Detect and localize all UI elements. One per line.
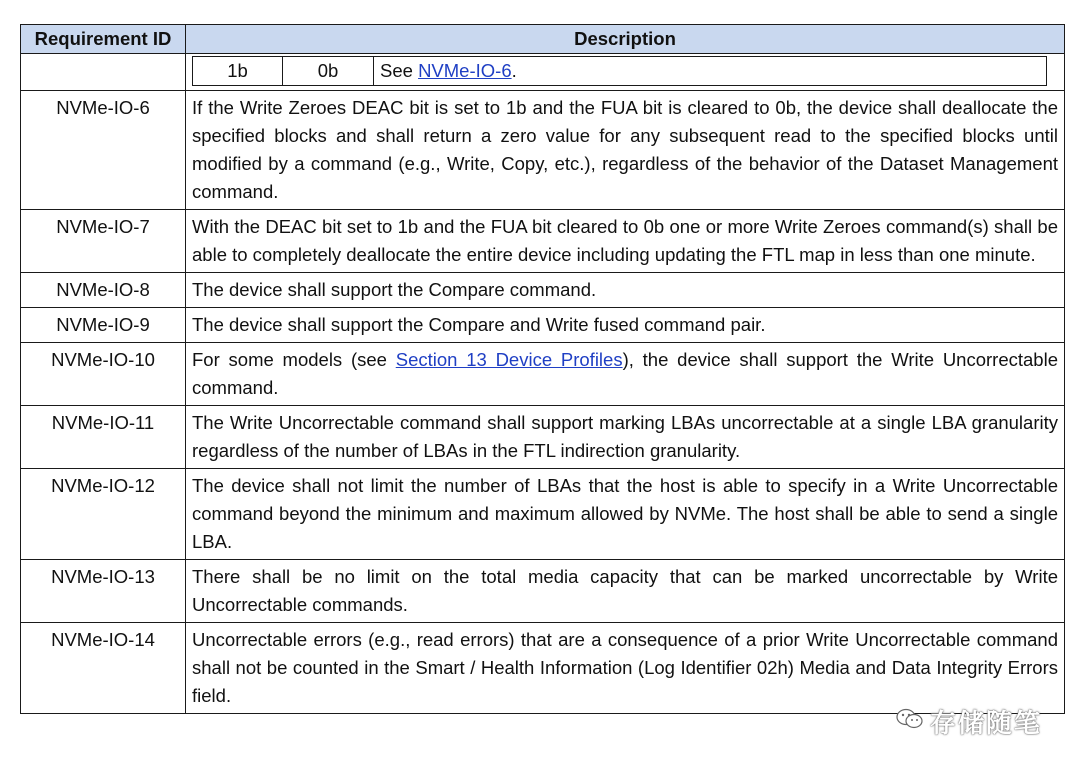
requirements-table <box>20 24 1065 714</box>
table-row <box>21 343 1065 406</box>
requirement-id: NVMe-IO-14 <box>21 623 186 714</box>
table-row <box>21 406 1065 469</box>
header-row <box>21 25 1065 54</box>
table-row <box>21 623 1065 714</box>
requirement-id: NVMe-IO-11 <box>21 406 186 469</box>
table-row <box>21 308 1065 343</box>
continuation-row <box>21 54 1065 91</box>
requirement-id: NVMe-IO-10 <box>21 343 186 406</box>
header-requirement-id: Requirement ID <box>21 25 186 54</box>
requirement-description: The Write Uncorrectable command shall support marking LBAs uncorrectable at a single LBA granularity regardless of the number of LBAs in the FTL indirection granularity. <box>186 406 1065 469</box>
requirement-id: NVMe-IO-8 <box>21 273 186 308</box>
requirement-description: If the Write Zeroes DEAC bit is set to 1b and the FUA bit is cleared to 0b, the device shall deallocate the specified blocks and shall return a zero value for any subsequent read to the specified blocks until modified by a command (e.g., Write, Copy, etc.), regardless of the behavior of the Dataset Management command. <box>186 91 1065 210</box>
table-row <box>21 273 1065 308</box>
requirement-id: NVMe-IO-13 <box>21 560 186 623</box>
requirement-description: For some models (see Section 13 Device Profiles), the device shall support the Write Uncorrectable command. <box>186 343 1065 406</box>
requirement-description: There shall be no limit on the total media capacity that can be marked uncorrectable by Write Uncorrectable commands. <box>186 560 1065 623</box>
table-row <box>21 210 1065 273</box>
wechat-logo-icon <box>895 707 925 731</box>
requirement-id: NVMe-IO-7 <box>21 210 186 273</box>
requirement-description: Uncorrectable errors (e.g., read errors) that are a consequence of a prior Write Uncorrectable command shall not be counted in the Smart / Health Information (Log Identifier 02h) Media and Data Integrity Errors field. <box>186 623 1065 714</box>
empty-id-cell <box>21 54 186 91</box>
requirement-id: NVMe-IO-9 <box>21 308 186 343</box>
inner-table <box>192 56 1047 86</box>
requirement-id: NVMe-IO-6 <box>21 91 186 210</box>
requirement-id: NVMe-IO-12 <box>21 469 186 560</box>
table-row <box>21 91 1065 210</box>
watermark: 存储随笔 <box>930 708 1043 738</box>
requirement-description: With the DEAC bit set to 1b and the FUA bit cleared to 0b one or more Write Zeroes command(s) shall be able to completely deallocate the entire device including updating the FTL map in less than one minute. <box>186 210 1065 273</box>
inner-see-cell: See NVMe-IO-6. <box>374 57 1047 86</box>
inner-value-1b: 1b <box>193 57 283 86</box>
requirement-description: The device shall support the Compare command. <box>186 273 1065 308</box>
section-13-link[interactable]: Section 13 Device Profiles <box>395 349 623 370</box>
requirement-description: The device shall support the Compare and Write fused command pair. <box>186 308 1065 343</box>
header-description: Description <box>186 25 1065 54</box>
inner-value-0b: 0b <box>283 57 374 86</box>
requirement-description: The device shall not limit the number of LBAs that the host is able to specify in a Write Uncorrectable command beyond the minimum and maximum allowed by NVMe. The host shall be able to send a single LBA. <box>186 469 1065 560</box>
table-row <box>21 560 1065 623</box>
nvme-io-6-link[interactable]: NVMe-IO-6 <box>418 60 512 81</box>
table-row <box>21 469 1065 560</box>
continuation-cell <box>186 54 1065 91</box>
